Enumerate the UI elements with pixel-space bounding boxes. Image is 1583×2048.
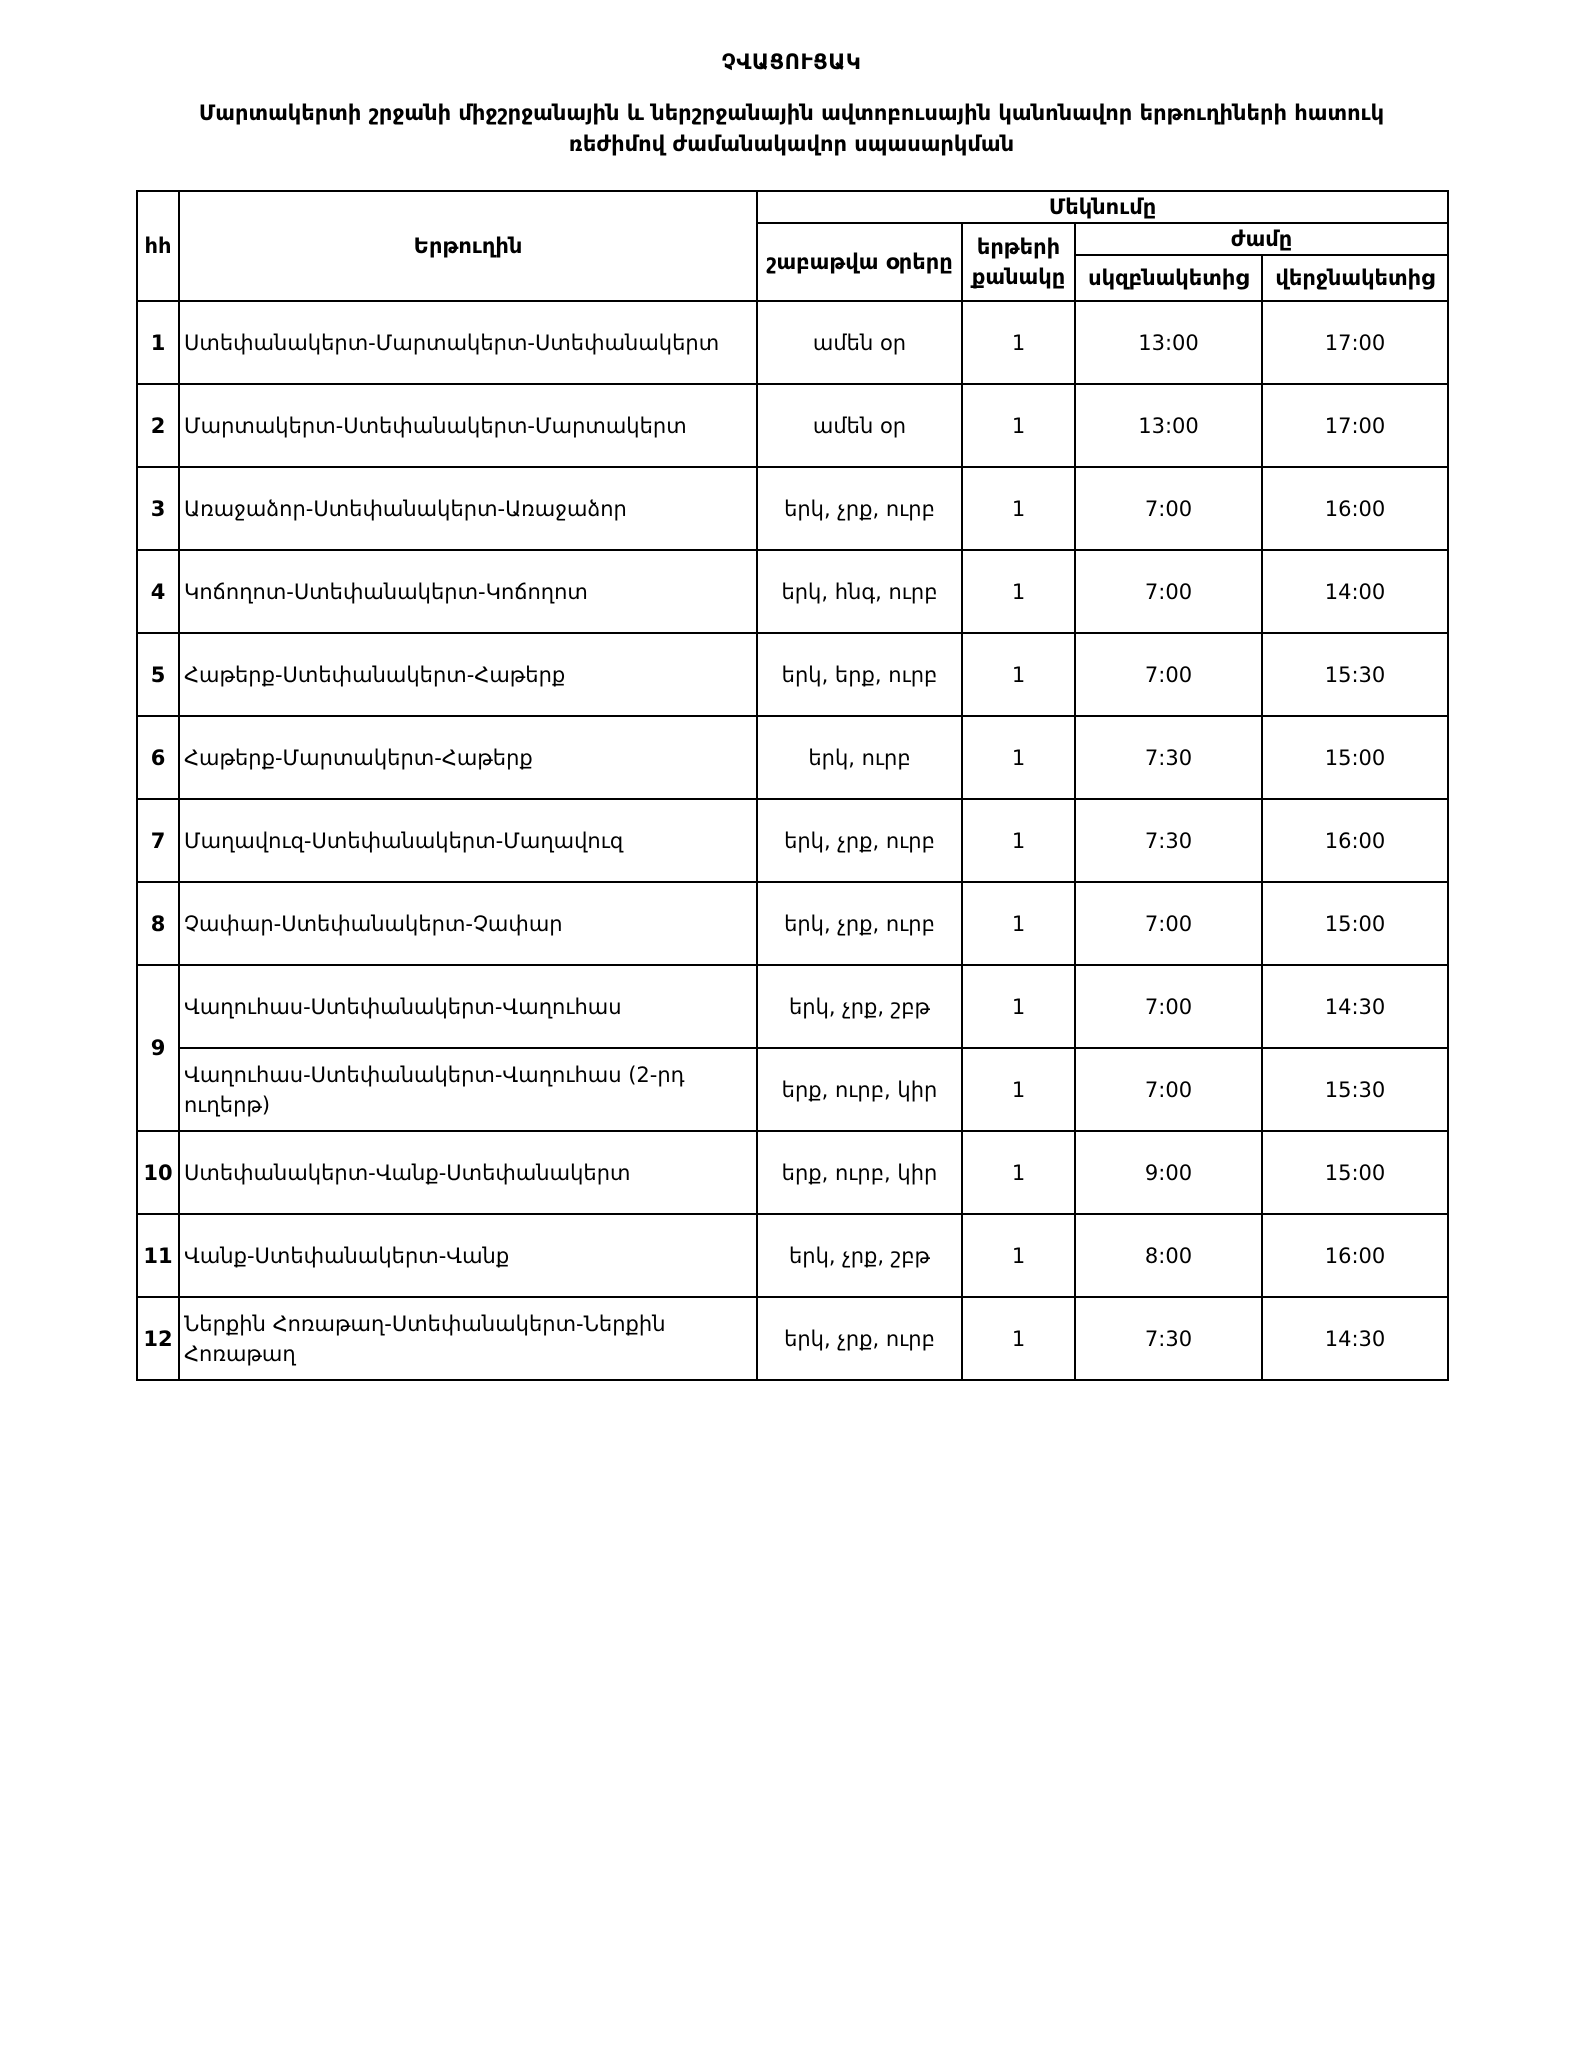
row-num: 10 bbox=[137, 1131, 179, 1214]
header-num: հհ bbox=[137, 191, 179, 301]
row-num: 1 bbox=[137, 301, 179, 384]
row-start-time: 7:30 bbox=[1075, 716, 1262, 799]
row-days: երկ, երք, ուրբ bbox=[757, 633, 962, 716]
row-num: 3 bbox=[137, 467, 179, 550]
table-row bbox=[137, 1214, 1448, 1297]
row-trips: 1 bbox=[962, 965, 1075, 1048]
row-trips: 1 bbox=[962, 1048, 1075, 1131]
row-days: ամեն օր bbox=[757, 301, 962, 384]
row-end-time: 16:00 bbox=[1262, 467, 1448, 550]
row-num: 5 bbox=[137, 633, 179, 716]
row-end-time: 15:00 bbox=[1262, 882, 1448, 965]
row-end-time: 15:30 bbox=[1262, 633, 1448, 716]
table-row bbox=[137, 965, 1448, 1048]
row-num: 4 bbox=[137, 550, 179, 633]
row-route: Ներքին Հոռաթաղ-Ստեփանակերտ-Ներքին Հոռաթաղ bbox=[179, 1297, 757, 1380]
row-trips: 1 bbox=[962, 882, 1075, 965]
header-route: Երթուղին bbox=[179, 191, 757, 301]
table-row bbox=[137, 467, 1448, 550]
document-subtitle bbox=[130, 98, 1453, 160]
row-start-time: 7:00 bbox=[1075, 882, 1262, 965]
subtitle-line-1: Մարտակերտի շրջանի միջշրջանային և ներշրջանային ավտոբուսային կանոնավոր երթուղիների հատուկ bbox=[198, 101, 1385, 125]
document-title: ՉՎԱՑՈՒՑԱԿ bbox=[721, 50, 862, 74]
row-days: երկ, չրք, շբթ bbox=[757, 1214, 962, 1297]
row-num: 8 bbox=[137, 882, 179, 965]
row-route: Վաղուհաս-Ստեփանակերտ-Վաղուհաս bbox=[179, 965, 757, 1048]
row-num: 9 bbox=[137, 965, 179, 1131]
table-row bbox=[137, 1131, 1448, 1214]
row-trips: 1 bbox=[962, 467, 1075, 550]
row-start-time: 7:00 bbox=[1075, 550, 1262, 633]
row-route: Հաթերք-Մարտակերտ-Հաթերք bbox=[179, 716, 757, 799]
row-end-time: 15:30 bbox=[1262, 1048, 1448, 1131]
row-route: Ստեփանակերտ-Վանք-Ստեփանակերտ bbox=[179, 1131, 757, 1214]
row-start-time: 7:00 bbox=[1075, 467, 1262, 550]
table-row bbox=[137, 799, 1448, 882]
row-trips: 1 bbox=[962, 1131, 1075, 1214]
row-num: 2 bbox=[137, 384, 179, 467]
header-from-end: վերջնակետից bbox=[1262, 255, 1448, 301]
row-num: 7 bbox=[137, 799, 179, 882]
row-days: երկ, հնգ, ուրբ bbox=[757, 550, 962, 633]
row-days: երկ, չրք, շբթ bbox=[757, 965, 962, 1048]
row-start-time: 13:00 bbox=[1075, 301, 1262, 384]
table-row bbox=[137, 1297, 1448, 1380]
row-num: 6 bbox=[137, 716, 179, 799]
table-row bbox=[137, 384, 1448, 467]
row-end-time: 16:00 bbox=[1262, 1214, 1448, 1297]
row-end-time: 15:00 bbox=[1262, 1131, 1448, 1214]
row-days: երկ, չրք, ուրբ bbox=[757, 882, 962, 965]
row-days: երք, ուրբ, կիր bbox=[757, 1131, 962, 1214]
row-route: Մարտակերտ-Ստեփանակերտ-Մարտակերտ bbox=[179, 384, 757, 467]
row-route: Վաղուհաս-Ստեփանակերտ-Վաղուհաս (2-րդ ուղերթ) bbox=[179, 1048, 757, 1131]
row-route: Չափար-Ստեփանակերտ-Չափար bbox=[179, 882, 757, 965]
row-trips: 1 bbox=[962, 1297, 1075, 1380]
table-row bbox=[137, 1048, 1448, 1131]
row-days: երկ, չրք, ուրբ bbox=[757, 467, 962, 550]
row-route: Առաջաձոր-Ստեփանակերտ-Առաջաձոր bbox=[179, 467, 757, 550]
row-trips: 1 bbox=[962, 384, 1075, 467]
subtitle-line-2: ռեժիմով ժամանակավոր սպասարկման bbox=[568, 132, 1015, 156]
row-route: Վանք-Ստեփանակերտ-Վանք bbox=[179, 1214, 757, 1297]
row-route: Մաղավուզ-Ստեփանակերտ-Մաղավուզ bbox=[179, 799, 757, 882]
table-row bbox=[137, 550, 1448, 633]
schedule-table bbox=[136, 190, 1449, 1381]
row-end-time: 17:00 bbox=[1262, 384, 1448, 467]
row-days: ամեն օր bbox=[757, 384, 962, 467]
table-row bbox=[137, 716, 1448, 799]
header-from-start: սկզբնակետից bbox=[1075, 255, 1262, 301]
row-start-time: 7:30 bbox=[1075, 799, 1262, 882]
row-end-time: 16:00 bbox=[1262, 799, 1448, 882]
header-trips: երթերի քանակը bbox=[962, 223, 1075, 301]
table-row bbox=[137, 633, 1448, 716]
header-hour: ժամը bbox=[1075, 223, 1448, 255]
row-route: Կոճողոտ-Ստեփանակերտ-Կոճողոտ bbox=[179, 550, 757, 633]
row-end-time: 14:30 bbox=[1262, 965, 1448, 1048]
row-end-time: 14:00 bbox=[1262, 550, 1448, 633]
row-trips: 1 bbox=[962, 799, 1075, 882]
row-route: Հաթերք-Ստեփանակերտ-Հաթերք bbox=[179, 633, 757, 716]
row-days: երկ, չրք, ուրբ bbox=[757, 799, 962, 882]
table-row bbox=[137, 882, 1448, 965]
header-departure: Մեկնումը bbox=[757, 191, 1448, 223]
row-start-time: 7:00 bbox=[1075, 1048, 1262, 1131]
row-route: Ստեփանակերտ-Մարտակերտ-Ստեփանակերտ bbox=[179, 301, 757, 384]
row-trips: 1 bbox=[962, 716, 1075, 799]
row-start-time: 9:00 bbox=[1075, 1131, 1262, 1214]
table-row bbox=[137, 301, 1448, 384]
row-trips: 1 bbox=[962, 550, 1075, 633]
row-num: 12 bbox=[137, 1297, 179, 1380]
row-days: երկ, ուրբ bbox=[757, 716, 962, 799]
row-end-time: 14:30 bbox=[1262, 1297, 1448, 1380]
row-start-time: 7:00 bbox=[1075, 965, 1262, 1048]
row-start-time: 13:00 bbox=[1075, 384, 1262, 467]
row-trips: 1 bbox=[962, 633, 1075, 716]
row-num: 11 bbox=[137, 1214, 179, 1297]
row-start-time: 8:00 bbox=[1075, 1214, 1262, 1297]
row-end-time: 15:00 bbox=[1262, 716, 1448, 799]
row-end-time: 17:00 bbox=[1262, 301, 1448, 384]
header-weekdays: շաբաթվա օրերը bbox=[757, 223, 962, 301]
row-start-time: 7:00 bbox=[1075, 633, 1262, 716]
row-trips: 1 bbox=[962, 1214, 1075, 1297]
row-start-time: 7:30 bbox=[1075, 1297, 1262, 1380]
row-trips: 1 bbox=[962, 301, 1075, 384]
row-days: երք, ուրբ, կիր bbox=[757, 1048, 962, 1131]
row-days: երկ, չրք, ուրբ bbox=[757, 1297, 962, 1380]
